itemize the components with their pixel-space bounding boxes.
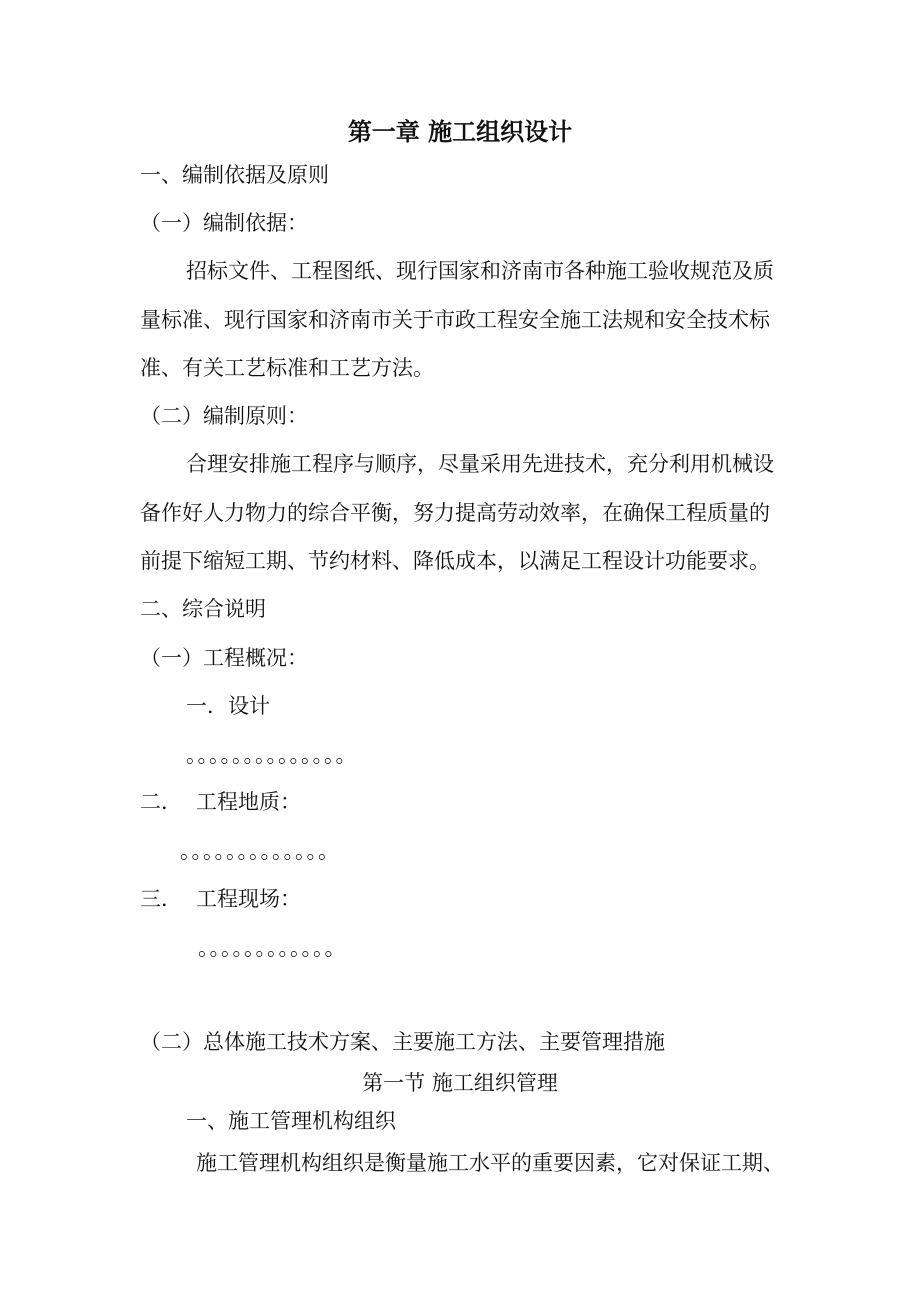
subheading-compilation-basis: （一）编制依据： [140,211,308,235]
principle-paragraph-line-3: 前提下缩短工期、节约材料、降低成本，以满足工程设计功能要求。 [140,549,770,573]
basis-paragraph-line-3: 准、有关工艺标准和工艺方法。 [140,356,434,380]
principle-paragraph-line-2: 备作好人力物力的综合平衡，努力提高劳动效率，在确保工程质量的 [140,501,770,525]
principle-paragraph-line-1: 合理安排施工程序与顺序，尽量采用先进技术，充分利用机械设 [186,452,774,476]
subheading-project-overview: （一）工程概况： [140,646,308,670]
section-heading-general-description: 二、综合说明 [140,597,266,621]
management-paragraph-line-1: 施工管理机构组织是衡量施工水平的重要因素，它对保证工期、 [196,1151,784,1175]
item-site-placeholder: 。。。。。。。。。。。。 [198,936,347,960]
basis-paragraph-line-2: 量标准、现行国家和济南市关于市政工程安全施工法规和安全技术标 [140,308,770,332]
item-site-label: 工程现场： [196,887,301,911]
item-geology-label: 工程地质： [196,790,301,814]
item-design-label: 一．设计 [186,694,270,718]
subheading-compilation-principles: （二）编制原则： [140,404,308,428]
item-site-number: 三． [140,887,182,911]
item-geology-number: 二． [140,790,182,814]
chapter-title: 第一章 施工组织设计 [347,117,573,146]
heading-management-organization: 一、施工管理机构组织 [186,1109,396,1133]
item-geology-placeholder: 。。。。。。。。。。。。。 [180,839,340,863]
section-heading-basis-principles: 一、编制依据及原则 [140,163,329,187]
subheading-construction-plan: （二）总体施工技术方案、主要施工方法、主要管理措施 [140,1030,665,1054]
item-design-placeholder: 。。。。。。。。。。。。。。 [186,743,358,767]
section-title-construction-organization: 第一节 施工组织管理 [362,1071,558,1095]
basis-paragraph-line-1: 招标文件、工程图纸、现行国家和济南市各种施工验收规范及质 [186,259,774,283]
